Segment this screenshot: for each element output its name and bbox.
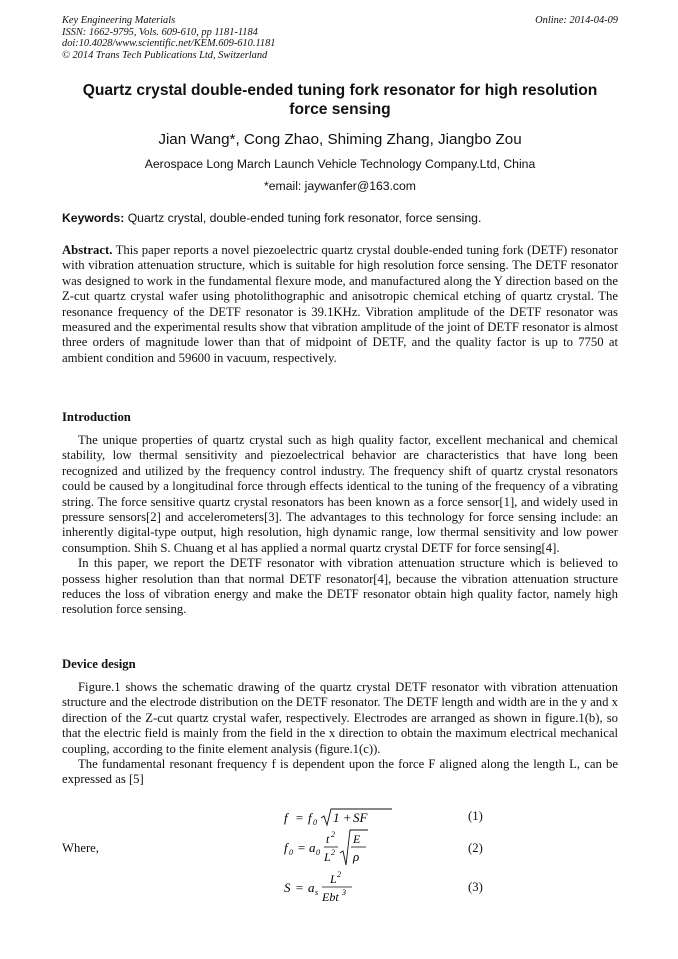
author-email: *email: jaywanfer@163.com — [264, 179, 416, 193]
svg-text:=: = — [297, 840, 306, 855]
keywords-label: Keywords: — [62, 211, 125, 225]
svg-text:Ebt: Ebt — [322, 890, 339, 904]
paper-title-line-2: force sensing — [289, 100, 391, 118]
where-label: Where, — [62, 841, 99, 855]
equation-1-number: (1) — [468, 809, 483, 823]
doi-line: doi:10.4028/www.scientific.net/KEM.609-610.1181 — [62, 38, 276, 50]
equation-3 — [284, 869, 374, 913]
svg-text:0: 0 — [316, 848, 320, 857]
paper-title — [62, 82, 618, 119]
svg-text:t: t — [326, 832, 330, 846]
equation-3-number: (3) — [468, 880, 483, 894]
introduction-paragraph-2: In this paper, we report the DETF resonator with vibration attenuation structure which is believed to possess higher resolution than that normal DETF resonator[4], because the vibration attenuation structure reduces the loss of vibration energy and make the DETF resonator obtain high quality factor, namely high resolution force sensing. — [62, 556, 618, 617]
svg-text:a: a — [309, 840, 316, 855]
svg-text:S: S — [284, 880, 291, 895]
svg-text:L: L — [324, 850, 331, 864]
svg-text:2: 2 — [331, 830, 335, 839]
journal-name: Key Engineering Materials — [62, 15, 176, 26]
svg-text:f: f — [284, 810, 288, 825]
device-design-heading: Device design — [62, 657, 136, 671]
abstract — [62, 243, 618, 366]
journal-header — [62, 15, 618, 61]
equation-2-number: (2) — [468, 841, 483, 855]
keywords-text: Quartz crystal, double-ended tuning fork resonator, force sensing. — [124, 211, 482, 225]
device-design-body — [62, 680, 618, 788]
svg-text:E: E — [353, 832, 361, 846]
online-date: Online: 2014-04-09 — [535, 15, 618, 26]
abstract-text: This paper reports a novel piezoelectric quartz crystal double-ended tuning fork (DETF) resonator with vibration attenuation structure, which is suitable for high resolution force sensing. The DETF resonator was designed to work in the fundamental flexure mode, and manufactured along the Y direction based on the Z-cut quartz crystal wafer using photolithographic and anisotropic chemical etching of quartz crystal. The resonance frequency of the DETF resonator is 39.1KHz. Vibration amplitude of the DETF resonator was measured and the experimental results show that vibration amplitude of the joint of DETF resonator is almost three orders of magnitude lower than that of midpoint of DETF, and the quality factor is up to 7750 at ambient condition and 59600 in vacuum, respectively. — [62, 243, 619, 365]
introduction-heading: Introduction — [62, 410, 131, 424]
issn-line: ISSN: 1662-9795, Vols. 609-610, pp 1181-1184 — [62, 26, 258, 38]
copyright-line: © 2014 Trans Tech Publications Ltd, Switzerland — [62, 49, 268, 61]
svg-text:f: f — [308, 810, 312, 825]
authors: Jian Wang*, Cong Zhao, Shiming Zhang, Jiangbo Zou — [158, 131, 522, 148]
svg-text:=: = — [295, 810, 304, 825]
svg-text:2: 2 — [331, 848, 335, 857]
svg-text:3: 3 — [342, 888, 346, 897]
svg-text:0: 0 — [313, 818, 317, 827]
introduction-body — [62, 433, 618, 618]
svg-text:=: = — [295, 880, 304, 895]
abstract-label: Abstract. — [62, 243, 113, 257]
svg-text:1 +: 1 + — [333, 810, 352, 825]
keywords — [62, 211, 618, 225]
paper-title-line-1: Quartz crystal double-ended tuning fork resonator for high resolution — [82, 82, 598, 99]
affiliation: Aerospace Long March Launch Vehicle Technology Company.Ltd, China — [144, 157, 536, 171]
svg-text:SF: SF — [353, 810, 368, 825]
svg-text:0: 0 — [289, 848, 293, 857]
introduction-paragraph-1: The unique properties of quartz crystal such as high quality factor, excellent mechanical and chemical stability, low thermal sensitivity and piezoelectrical behavior are characteristics that have long been recognized and utilized by the frequency control industry. The frequency shift of quartz crystal resonators could be caused by a longitudinal force through effects identical to the tuning of the frequency of a vibrating string. The force sensitive quartz crystal resonators has been known as a force sensor[1], and widely used in pressure sensors[2] and accelerometers[3]. The advantages to this technology for force sensing include: an inherently digital-type output, high resolution, high dynamic range, low thermal sensitivity and low power consumption. Shih S. Chuang et al has applied a normal quartz crystal DETF for force sensing[4]. — [62, 433, 618, 555]
device-design-paragraph-2: The fundamental resonant frequency f is dependent upon the force F aligned along the length L, can be expressed as [5] — [62, 757, 618, 787]
svg-text:2: 2 — [337, 870, 341, 879]
svg-text:s: s — [315, 888, 319, 897]
svg-text:f: f — [284, 840, 288, 855]
svg-text:a: a — [308, 880, 315, 895]
device-design-paragraph-1: Figure.1 shows the schematic drawing of the quartz crystal DETF resonator with vibration attenuation structure and the electrode distribution on the DETF resonator. The DETF length and width are in the y and x direction of the Z-cut quartz crystal wafer, respectively. Electrodes are arranged as shown in figure.1(b), so that the electric field is mainly from the field in the x direction to obtain the maximum electrical mechanical coupling, according to the finite element analysis (figure.1(c)). — [62, 680, 618, 756]
svg-text:ρ: ρ — [353, 849, 360, 864]
equation-2 — [284, 827, 374, 873]
svg-text:L: L — [330, 872, 337, 886]
